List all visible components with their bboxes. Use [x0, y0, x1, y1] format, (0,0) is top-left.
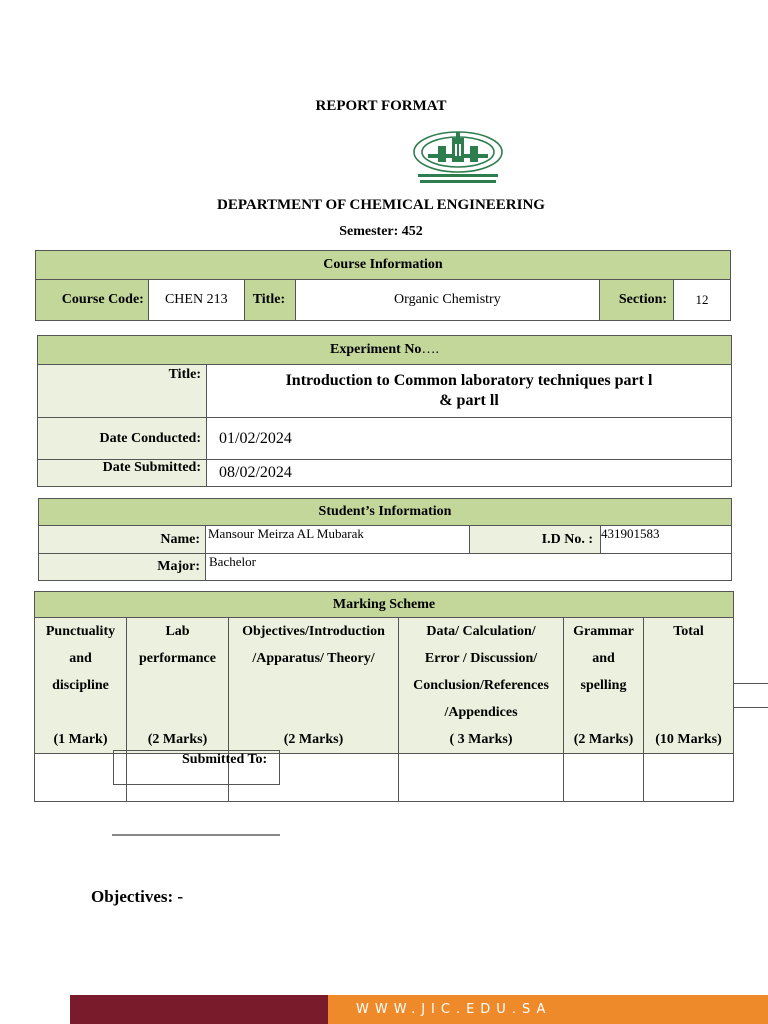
date-submitted-value: 08/02/2024 [207, 460, 732, 487]
department-title: DEPARTMENT OF CHEMICAL ENGINEERING [217, 197, 545, 213]
student-major-value: Bachelor [206, 554, 732, 581]
score-total [644, 754, 734, 802]
col-marks: (2 Marks) [283, 732, 344, 747]
date-conducted-label: Date Conducted: [38, 418, 207, 460]
course-code-label: Course Code: [36, 280, 149, 321]
marking-col-lab [127, 618, 229, 754]
experiment-table [37, 335, 732, 487]
col-line: Conclusion/References [413, 678, 549, 693]
experiment-header [38, 336, 732, 365]
college-logo [408, 128, 508, 188]
stray-line-1 [734, 683, 768, 684]
marking-col-objectives [229, 618, 399, 754]
marking-col-grammar [564, 618, 644, 754]
date-submitted-label: Date Submitted: [38, 460, 207, 487]
col-line: spelling [580, 678, 627, 693]
col-line: Total [673, 624, 704, 639]
marking-col-data [399, 618, 564, 754]
course-title-label: Title: [244, 280, 295, 321]
col-line: Objectives/Introduction [242, 624, 385, 639]
student-info-table [38, 498, 732, 581]
student-name-value: Mansour Meirza AL Mubarak [206, 526, 470, 554]
experiment-number-placeholder: …. [421, 342, 439, 357]
col-line: Punctuality [45, 624, 116, 639]
experiment-title-line1: Introduction to Common laboratory techniques part l [285, 372, 653, 389]
student-info-header: Student’s Information [39, 499, 732, 526]
col-line: discipline [52, 678, 109, 693]
col-line: performance [139, 651, 216, 666]
student-id-value: 431901583 [601, 526, 732, 554]
student-name-label: Name: [39, 526, 206, 554]
footer-url[interactable]: WWW.JIC.EDU.SA [328, 995, 768, 1024]
col-line: Error / Discussion/ [424, 651, 538, 666]
course-info-table [35, 250, 731, 321]
col-line: and [69, 651, 92, 666]
experiment-header-label: Experiment No [330, 342, 422, 357]
submitted-to-label: Submitted To: [182, 752, 268, 767]
score-grammar [564, 754, 644, 802]
semester-label: Semester: 452 [339, 224, 423, 239]
section-label: Section: [600, 280, 674, 321]
stray-line-2 [734, 707, 768, 708]
signature-line [112, 834, 280, 836]
col-marks: (1 Mark) [53, 732, 108, 747]
col-marks: (2 Marks) [147, 732, 208, 747]
marking-col-punctuality [35, 618, 127, 754]
marking-scheme-header: Marking Scheme [35, 592, 734, 618]
course-title-value: Organic Chemistry [295, 280, 599, 321]
col-line: Grammar [573, 624, 634, 639]
col-line: /Appendices [444, 705, 518, 720]
student-id-label: I.D No. : [470, 526, 601, 554]
col-marks: (10 Marks) [655, 732, 722, 747]
experiment-title-value [207, 365, 732, 418]
course-code-value: CHEN 213 [148, 280, 244, 321]
objectives-heading: Objectives: - [91, 887, 184, 906]
col-line: and [592, 651, 615, 666]
col-line: Lab [165, 624, 190, 639]
student-major-label: Major: [39, 554, 206, 581]
marking-col-total [644, 618, 734, 754]
date-conducted-value: 01/02/2024 [207, 418, 732, 460]
col-marks: ( 3 Marks) [449, 732, 513, 747]
report-format-title: REPORT FORMAT [315, 98, 447, 114]
course-info-header: Course Information [36, 251, 731, 280]
section-value: 12 [674, 280, 731, 321]
experiment-title-line2: & part ll [439, 392, 499, 409]
col-marks: (2 Marks) [573, 732, 634, 747]
experiment-title-label: Title: [38, 365, 207, 418]
footer-dark-band [70, 995, 328, 1024]
col-line: /Apparatus/ Theory/ [252, 651, 375, 666]
col-line: Data/ Calculation/ [426, 624, 536, 639]
score-data [399, 754, 564, 802]
